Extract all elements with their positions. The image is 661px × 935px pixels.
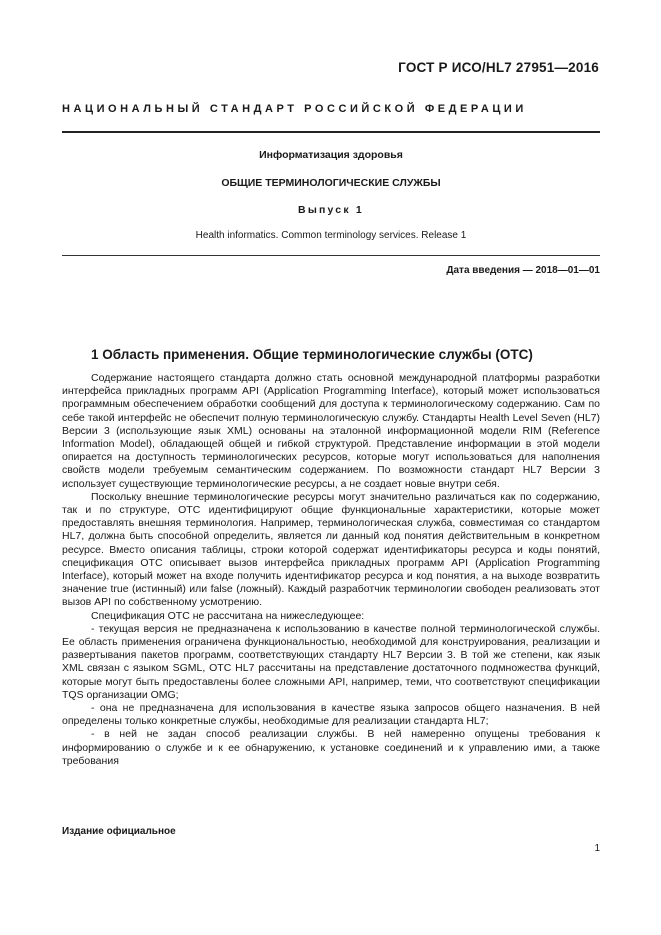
- title-line-2: ОБЩИЕ ТЕРМИНОЛОГИЧЕСКИЕ СЛУЖБЫ: [221, 177, 441, 189]
- title-line-3: Выпуск 1: [298, 204, 364, 216]
- english-title: Health informatics. Common terminology services. Release 1: [195, 230, 467, 241]
- page-number: 1: [594, 843, 600, 854]
- title-line-1: Информатизация здоровья: [259, 149, 403, 161]
- section-body: [62, 372, 600, 768]
- paragraph: Спецификация ОТС не рассчитана на нижеследующее:: [91, 609, 365, 622]
- header-divider: [62, 131, 600, 133]
- edition-label: Издание официальное: [62, 826, 176, 837]
- intro-date: Дата введения — 2018—01—01: [446, 265, 600, 276]
- title-divider: [62, 255, 600, 256]
- section-heading: 1 Область применения. Общие терминологические службы (ОТС): [91, 347, 533, 362]
- list-item: - текущая версия не предназначена к использованию в качестве полной терминологической службы. Ее область применения ограничена функциональностью, необходимой для конструирования, реализации и развертывания пакетов программ, соответствующих стандарту HL7 Версии 3. В той же степени, как язык XML связан с языком SGML, ОТС HL7 рассчитаны на представление достаточного подмножества функций, которые могут быть предоставлены более сложными API, например, теми, что соответствуют спецификации TQS организации OMG;: [62, 622, 600, 701]
- paragraph: Содержание настоящего стандарта должно стать основной международной платформы разработки интерфейса прикладных программ API (Application Programming Interface), который может использоваться программным обеспечением обработки сообщений для доступа к терминологическому содержанию. Сам по себе такой интерфейс не обеспечит полную терминологическую службу. Стандарты Health Level Seven (HL7) Версии 3 (использующие язык XML) основаны на эталонной информационной модели RIM (Reference Information Model), обладающей общей и гибкой структурой. Представление информации в этой модели опирается на доступность терминологических ресурсов, которые могут использоваться для наполнения свойств модели требуемым семантическим содержанием. По возможности стандарт HL7 Версии 3 использует существующие терминологические ресурсы, а не создает новые внутри себя.: [62, 372, 600, 490]
- list-item: - она не предназначена для использования в качестве языка запросов общего назначения. В ней определены только конкретные службы, необходимые для реализации стандарта HL7;: [62, 702, 600, 728]
- list-item: - в ней не задан способ реализации службы. В ней намеренно опущены требования к информированию о службе и к ее обнаружению, к установке соединений и к управлению ими, а также требования: [62, 728, 600, 767]
- standard-number: ГОСТ Р ИСО/HL7 27951—2016: [398, 60, 599, 75]
- national-standard-title: НАЦИОНАЛЬНЫЙ СТАНДАРТ РОССИЙСКОЙ ФЕДЕРАЦИИ: [62, 103, 527, 115]
- paragraph: Поскольку внешние терминологические ресурсы могут значительно различаться как по содержанию, так и по структуре, ОТС идентифицируют общие функциональные характеристики, которые может предоставлять внешняя терминология. Например, терминологическая служба, совместимая со стандартом HL7, должна быть способной определить, является ли данный код понятия действительным в конкретном ресурсе. Вместо описания таблицы, строки которой содержат идентификаторы ресурса и коды понятий, спецификация ОТС описывает вызов интерфейса прикладных программ API (Application Programming Interface), который может на входе получить идентификатор ресурса и код понятия, а на выходе возвратить значение true (истинный) или false (ложный). Каждый разработчик терминологии свободен реализовать этот вызов API по собственному усмотрению.: [62, 490, 600, 609]
